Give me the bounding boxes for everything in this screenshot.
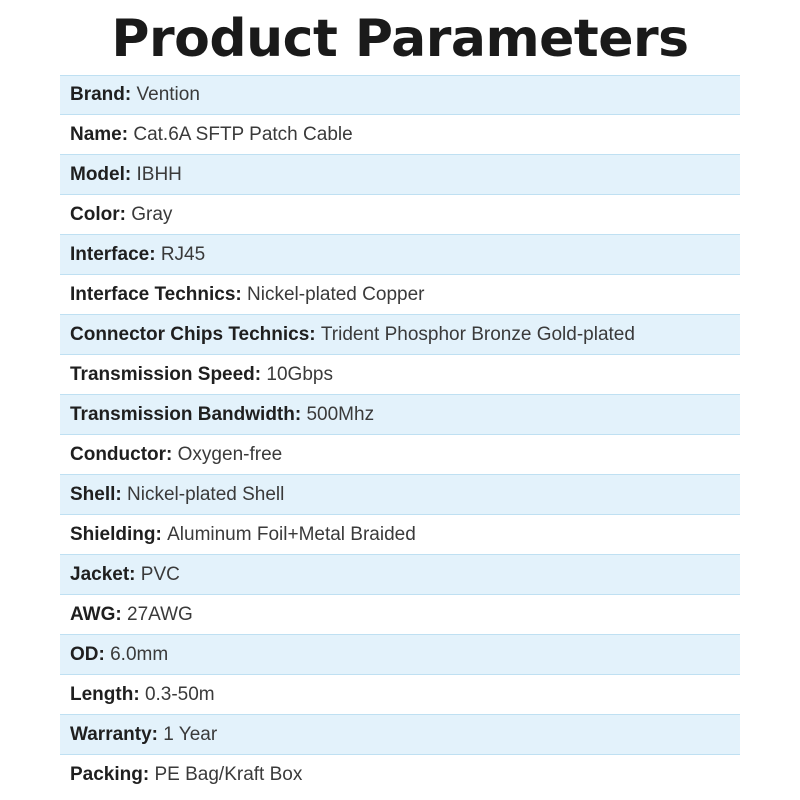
param-value: 500Mhz bbox=[306, 403, 375, 425]
param-label: Conductor: bbox=[70, 443, 173, 465]
param-value: IBHH bbox=[136, 163, 182, 185]
param-value: Nickel-plated Shell bbox=[127, 483, 285, 505]
param-value: Trident Phosphor Bronze Gold-plated bbox=[320, 323, 635, 345]
param-value: 10Gbps bbox=[266, 363, 333, 385]
param-label: Shielding: bbox=[70, 523, 162, 545]
param-row-packing bbox=[60, 755, 740, 795]
param-label: Model: bbox=[70, 163, 132, 185]
param-row-brand bbox=[60, 75, 740, 115]
param-row-jacket bbox=[60, 555, 740, 595]
param-row-transmission-bandwidth bbox=[60, 395, 740, 435]
param-row-transmission-speed bbox=[60, 355, 740, 395]
param-label: Jacket: bbox=[70, 563, 136, 585]
param-value: 1 Year bbox=[163, 723, 218, 745]
param-row-warranty bbox=[60, 715, 740, 755]
param-value: 6.0mm bbox=[110, 643, 169, 665]
parameters-table bbox=[60, 75, 740, 795]
param-value: PVC bbox=[140, 563, 180, 585]
param-label: OD: bbox=[70, 643, 105, 665]
param-label: Shell: bbox=[70, 483, 122, 505]
param-row-length bbox=[60, 675, 740, 715]
page-title: Product Parameters bbox=[111, 9, 689, 69]
param-row-od bbox=[60, 635, 740, 675]
param-row-model bbox=[60, 155, 740, 195]
param-label: AWG: bbox=[70, 603, 122, 625]
param-row-connector-chips-technics bbox=[60, 315, 740, 355]
param-row-shielding bbox=[60, 515, 740, 555]
param-label: Connector Chips Technics: bbox=[70, 323, 316, 345]
param-label: Interface Technics: bbox=[70, 283, 242, 305]
param-row-shell bbox=[60, 475, 740, 515]
param-value: Gray bbox=[131, 203, 173, 225]
param-row-name bbox=[60, 115, 740, 155]
param-label: Length: bbox=[70, 683, 140, 705]
param-label: Interface: bbox=[70, 243, 156, 265]
param-label: Brand: bbox=[70, 84, 132, 105]
param-value: Nickel-plated Copper bbox=[247, 283, 425, 305]
param-value: Vention bbox=[136, 84, 200, 105]
param-value: 0.3-50m bbox=[144, 683, 215, 705]
param-label: Transmission Bandwidth: bbox=[70, 403, 302, 425]
param-row-awg bbox=[60, 595, 740, 635]
param-value: RJ45 bbox=[160, 243, 206, 265]
param-value: 27AWG bbox=[127, 603, 193, 625]
param-label: Transmission Speed: bbox=[70, 363, 262, 385]
param-row-conductor bbox=[60, 435, 740, 475]
param-value: PE Bag/Kraft Box bbox=[154, 764, 303, 785]
param-value: Aluminum Foil+Metal Braided bbox=[167, 523, 416, 545]
param-value: Oxygen-free bbox=[177, 443, 283, 465]
param-label: Packing: bbox=[70, 764, 150, 785]
param-value: Cat.6A SFTP Patch Cable bbox=[133, 123, 353, 145]
param-row-interface-technics bbox=[60, 275, 740, 315]
param-label: Color: bbox=[70, 203, 126, 225]
param-label: Name: bbox=[70, 123, 129, 145]
param-label: Warranty: bbox=[70, 723, 158, 745]
param-row-interface bbox=[60, 235, 740, 275]
param-row-color bbox=[60, 195, 740, 235]
